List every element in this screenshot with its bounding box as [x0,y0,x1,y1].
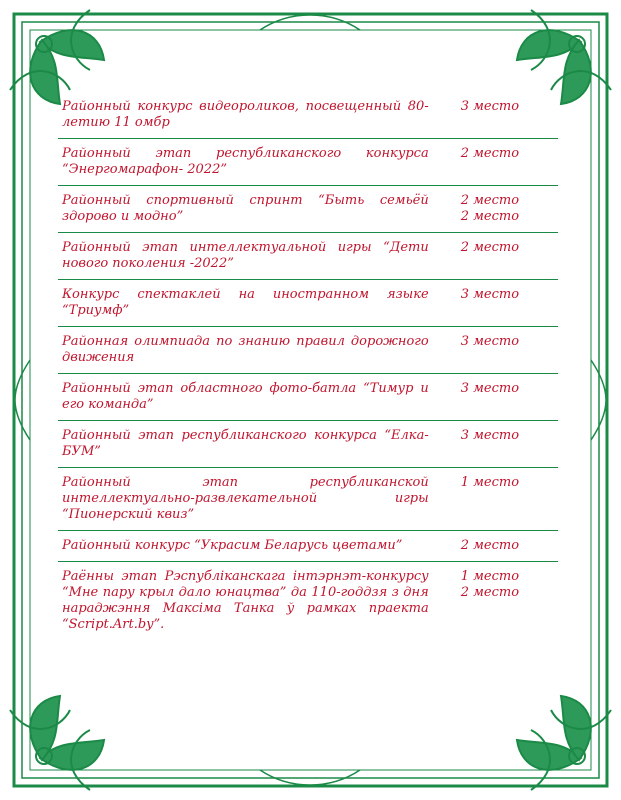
place-value: 3 место [460,99,520,114]
corner-ornament-top-left [10,10,104,104]
event-name: Районный этап интеллектуальной игры “Дети нового поколения -2022” [62,240,429,271]
table-row [58,374,558,421]
event-name: Районная олимпиада по знанию правил дорожного движения [62,334,429,365]
table-row [58,421,558,468]
place-value: 2 место [460,146,520,161]
place-value: 2 место [460,240,520,255]
event-places [443,428,558,460]
event-name: Районный этап республиканского конкурса “Елка-БУМ” [62,428,429,459]
event-places [443,240,558,272]
table-row [58,562,558,640]
event-places [443,334,558,366]
event-places [443,475,558,523]
place-value: 1 место [460,475,520,490]
place-value: 1 место [460,569,520,584]
table-row [58,139,558,186]
event-places [443,193,558,225]
event-places [443,146,558,178]
event-places [443,99,558,131]
table-row [58,327,558,374]
event-places [443,569,558,633]
table-row [58,531,558,562]
table-row [58,186,558,233]
corner-ornament-bottom-right [517,696,611,790]
table-row [58,280,558,327]
table-row [58,233,558,280]
table-row [58,468,558,531]
event-places [443,287,558,319]
awards-table [58,92,558,640]
place-value: 2 место [460,209,520,224]
corner-ornament-top-right [517,10,611,104]
corner-ornament-bottom-left [10,696,104,790]
event-name: Районный конкурс “Украсим Беларусь цветами” [62,538,403,553]
event-name: Районный этап областного фото-батла “Тимур и его команда” [62,381,429,412]
place-value: 3 место [460,381,520,396]
place-value: 2 место [460,585,520,600]
event-places [443,381,558,413]
event-places [443,538,558,554]
event-name: Районный этап республиканского конкурса “Энергомарафон- 2022” [62,146,429,177]
place-value: 3 место [460,428,520,443]
place-value: 2 место [460,538,520,553]
event-name: Районный конкурс видеороликов, посвещенный 80-летию 11 омбр [62,99,429,130]
event-name: Районный спортивный спринт “Быть семьёй здорово и модно” [62,193,429,224]
event-name: Раённы этап Рэспубліканскага інтэрнэт-конкурсу “Мне пару крыл дало юнацтва” да 110-годдзя з дня нараджэння Максіма Танка ў рамках праекта “Script.Art.by”. [62,569,429,632]
event-name: Районный этап республиканской интеллектуально-развлекательной игры “Пионерский квиз” [62,475,429,522]
place-value: 3 место [460,287,520,302]
event-name: Конкурс спектаклей на иностранном языке “Триумф” [62,287,429,318]
place-value: 2 место [460,193,520,208]
place-value: 3 место [460,334,520,349]
table-row [58,92,558,139]
